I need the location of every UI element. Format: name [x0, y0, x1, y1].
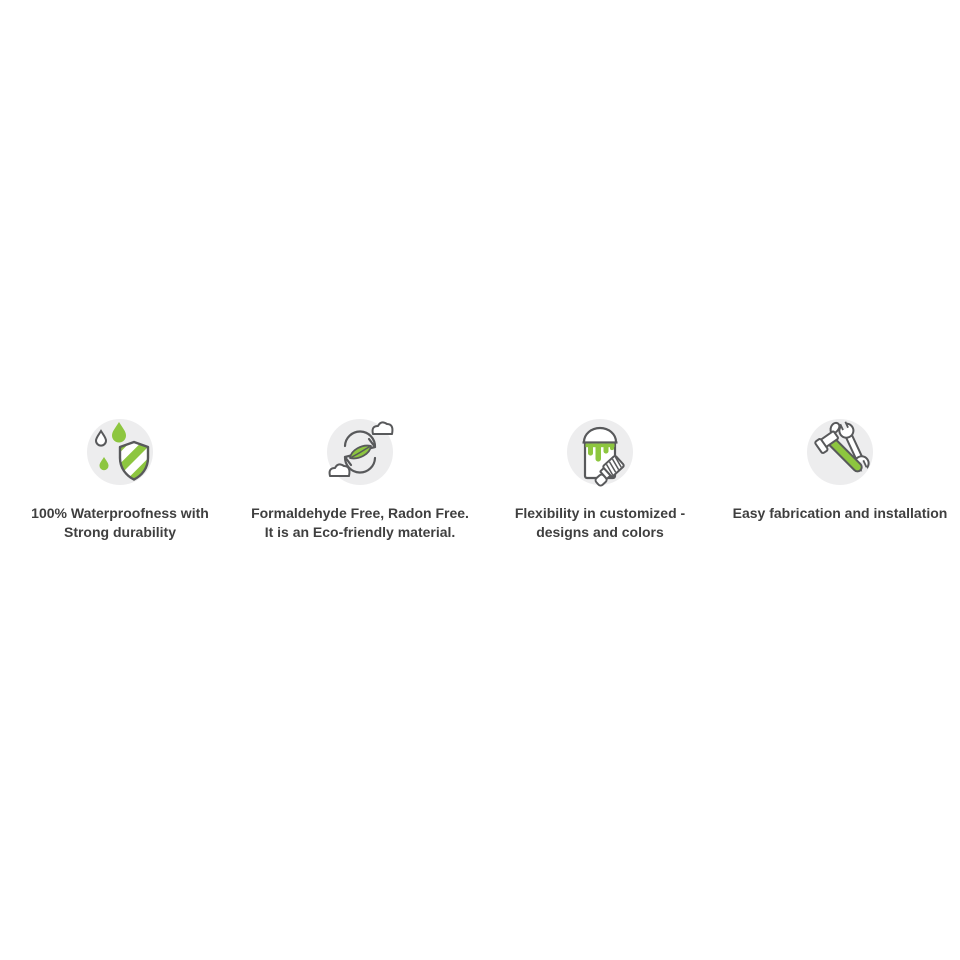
caption-line-2: designs and colors	[536, 524, 664, 540]
caption-line-1: Formaldehyde Free, Radon Free.	[251, 505, 469, 521]
hammer-wrench-icon	[804, 416, 876, 488]
eco-recycle-leaf-svg	[324, 416, 396, 488]
waterproof-shield-drops-icon	[84, 416, 156, 488]
hammer-wrench-svg	[804, 416, 876, 488]
features-row	[0, 416, 960, 542]
caption-line-1: 100% Waterproofness with	[31, 505, 209, 521]
caption-line-1: Easy fabrication and installation	[732, 505, 948, 521]
eco-recycle-leaf-icon	[324, 416, 396, 488]
caption-line-2: It is an Eco-friendly material.	[264, 524, 456, 540]
feature-caption	[515, 504, 685, 542]
paint-bucket-brush-svg	[564, 416, 636, 488]
caption-line-2: Strong durability	[63, 524, 176, 540]
feature-item-paint	[480, 416, 720, 542]
feature-item-tools	[720, 416, 960, 542]
feature-item-waterproof	[0, 416, 240, 542]
waterproof-shield-drops-svg	[84, 416, 156, 488]
feature-caption	[31, 504, 209, 542]
feature-caption	[733, 504, 948, 523]
feature-item-eco	[240, 416, 480, 542]
feature-caption	[251, 504, 469, 542]
paint-bucket-brush-icon	[564, 416, 636, 488]
caption-line-1: Flexibility in customized -	[514, 505, 686, 521]
